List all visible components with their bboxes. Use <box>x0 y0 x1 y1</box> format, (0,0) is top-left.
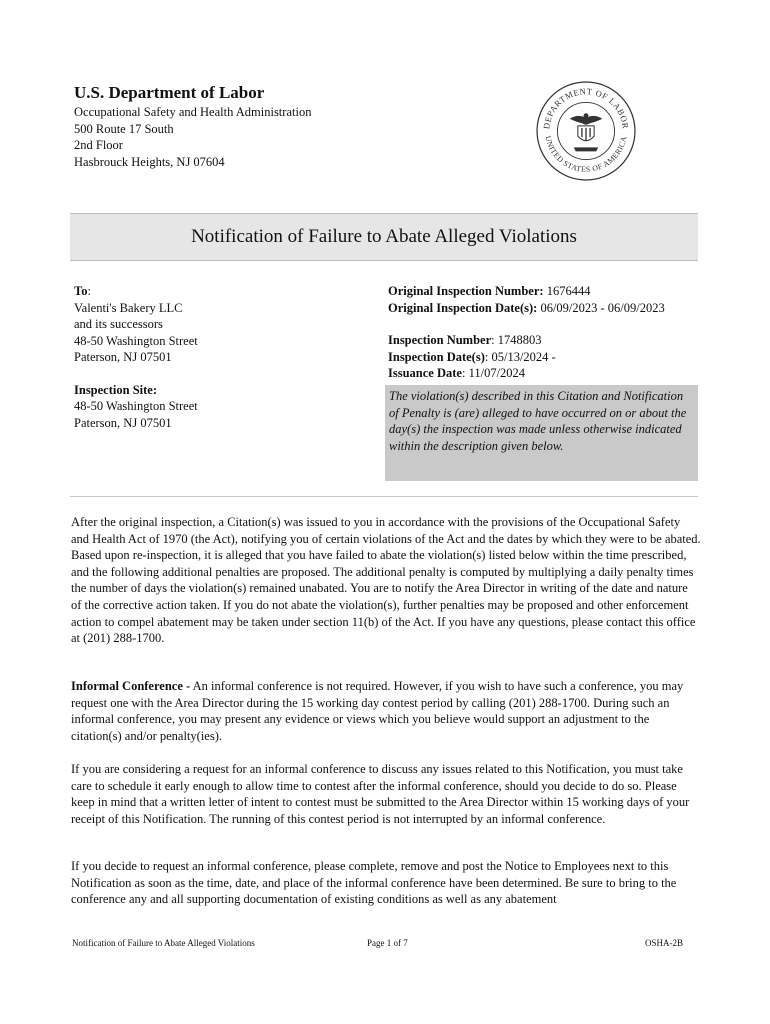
original-dates-label: Original Inspection Date(s): <box>388 300 538 315</box>
seal-base-icon <box>574 147 598 151</box>
paragraph-text: If you are considering a request for an informal conference to discuss any issues related to this Notification, you must take care to schedule it early enough to allow time to contest after the informal conference, should you decide to do so. Please keep in mind that a written letter of intent to contest must be submitted to the Area Director within 15 working days of your receipt of this Notification. The running of this contest period is not interrupted by an informal conference. <box>71 762 690 826</box>
to-label: To <box>74 284 88 298</box>
recipient-column <box>74 283 198 431</box>
eagle-head-icon <box>584 113 589 118</box>
violation-notice-box: The violation(s) described in this Citation and Notification of Penalty is (are) alleged to have occurred on or about the day(s) the inspection was made unless otherwise indicated within the description given below. <box>385 385 698 481</box>
inspection-dates-value: : 05/13/2024 - <box>484 349 556 364</box>
issuance-date <box>388 365 665 382</box>
original-number-label: Original Inspection Number: <box>388 284 544 298</box>
seal-top-text: DEPARTMENT OF LABOR <box>541 86 631 130</box>
address-line: Hasbrouck Heights, NJ 07604 <box>74 154 225 169</box>
original-inspection-dates <box>388 300 665 317</box>
to-colon: : <box>87 284 91 298</box>
body-paragraph-3 <box>71 761 701 827</box>
to-heading <box>74 283 198 300</box>
body-paragraph-2 <box>71 678 701 744</box>
inspection-dates-label: Inspection Date(s) <box>388 349 485 364</box>
inspection-site-label: Inspection Site: <box>74 382 157 397</box>
inspection-details-column <box>388 283 665 382</box>
issuance-date-label: Issuance Date <box>388 366 462 380</box>
page-number: Page 1 of 7 <box>367 938 408 948</box>
original-number-value: 1676444 <box>543 284 591 298</box>
dol-seal-icon <box>535 80 637 182</box>
issuance-date-value: : 11/07/2024 <box>461 366 526 380</box>
original-inspection-number <box>388 283 665 300</box>
address-line: 2nd Floor <box>74 138 123 152</box>
paragraph-text: After the original inspection, a Citation(s) was issued to you in accordance with the provisions of the Occupational Safety and Health Act of 1970 (the Act), notifying you of certain violations of the Act and the dates by which they were to be abated. Based upon re-inspection, it is alleged that you have failed to abate the violation(s) listed below within the time prescribed, and the following additional penalties are proposed. The additional penalty is computed by multiplying a daily penalty times the number of days the violation(s) remained unabated. You are to notify the Area Director in writing of the date and nature of the corrective action taken. If you do not abate the violation(s), further penalties may be proposed and other enforcement action to compel abatement may be taken under section 11(b) of the Act. If you have any questions, please contact this office at (201) 288-1700. <box>71 515 701 646</box>
inspection-number <box>388 332 665 349</box>
footer-title: Notification of Failure to Abate Alleged Violations <box>72 938 255 948</box>
address-line: 500 Route 17 South <box>74 121 174 136</box>
address-line: Occupational Safety and Health Administration <box>74 105 312 119</box>
document-title: Notification of Failure to Abate Alleged Violations <box>70 213 698 261</box>
section-divider <box>70 496 698 497</box>
original-dates-value: 06/09/2023 - 06/09/2023 <box>537 300 665 315</box>
site-line: Paterson, NJ 07501 <box>74 415 172 430</box>
inspection-number-label: Inspection Number <box>388 333 492 347</box>
inspection-number-value: : 1748803 <box>491 333 542 347</box>
agency-header <box>74 82 311 170</box>
form-number: OSHA-2B <box>645 938 684 948</box>
recipient-line: and its successors <box>74 317 163 331</box>
paragraph-text: If you decide to request an informal conference, please complete, remove and post the Notice to Employees next to this Notification as soon as the time, date, and place of the informal conference have been determined. Be sure to bring to the conference any and all supporting documentation of existing conditions as well as any abatement <box>71 859 677 907</box>
agency-name: U.S. Department of Labor <box>74 83 265 102</box>
site-line: 48-50 Washington Street <box>74 399 198 413</box>
recipient-line: Valenti's Bakery LLC <box>74 300 183 315</box>
paragraph-text <box>71 678 701 744</box>
inspection-dates <box>388 349 665 366</box>
body-paragraph-4 <box>71 858 701 908</box>
seal-bottom-text: UNITED STATES OF AMERICA <box>543 135 629 174</box>
body-paragraph-1 <box>71 514 701 647</box>
recipient-line: 48-50 Washington Street <box>74 333 198 348</box>
informal-conference-label: Informal Conference - <box>71 679 191 693</box>
informal-conference-text: An informal conference is not required. However, if you wish to have such a conference, you may request one with the Area Director during the 15 working day contest period by calling (201) 288-1700. During such an informal conference, you may present any evidence or views which you believe would support an adjustment to the citation(s) and/or penalty(ies). <box>71 679 684 743</box>
recipient-line: Paterson, NJ 07501 <box>74 350 172 364</box>
